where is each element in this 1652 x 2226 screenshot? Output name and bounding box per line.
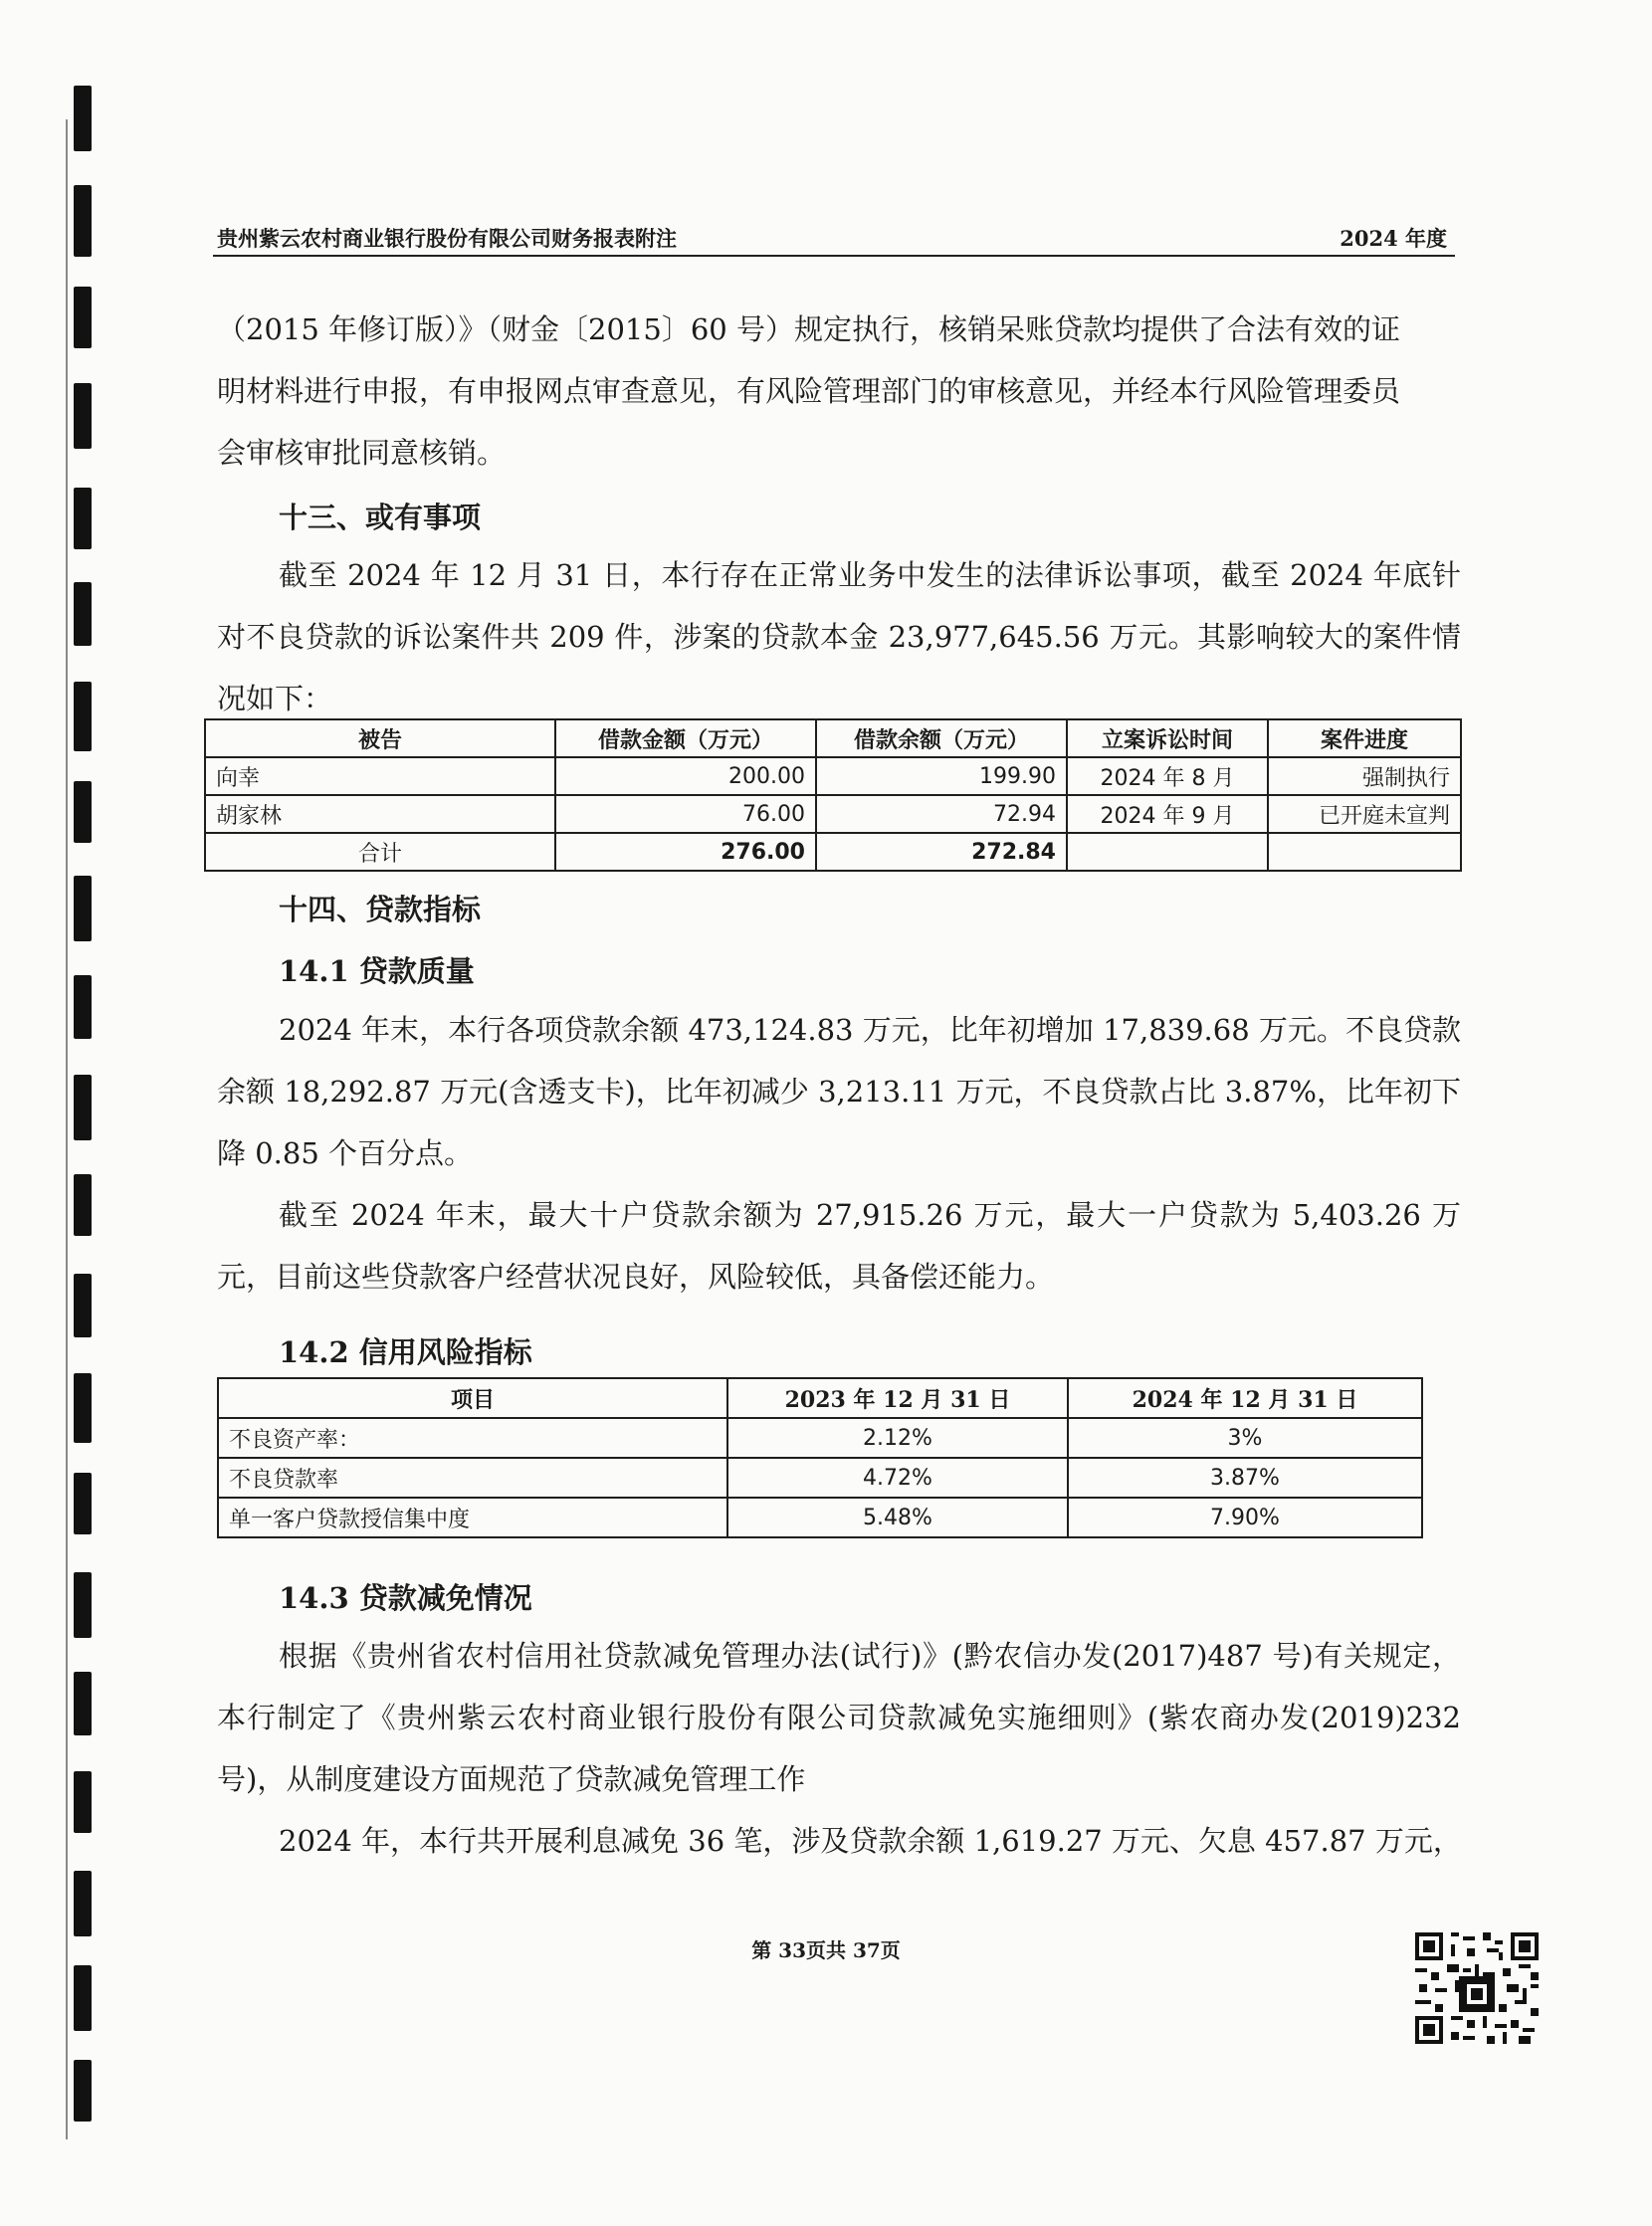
table-cell: 5.48% xyxy=(727,1498,1068,1537)
binding-mark xyxy=(74,1871,92,1936)
binding-mark xyxy=(74,1174,92,1236)
section-heading-14: 十四、贷款指标 xyxy=(279,893,482,926)
column-header: 2023 年 12 月 31 日 xyxy=(727,1378,1068,1418)
binding-mark xyxy=(74,1075,92,1140)
table-row xyxy=(218,1458,1422,1498)
table-cell: 4.72% xyxy=(727,1458,1068,1498)
section-heading-13: 十三、或有事项 xyxy=(279,501,482,534)
binding-mark xyxy=(74,383,92,449)
header-year: 2024 年度 xyxy=(1340,226,1447,251)
binding-mark xyxy=(74,582,92,646)
loan-relief-stats-paragraph: 2024 年，本行共开展利息减免 36 笔，涉及贷款余额 1,619.27 万元、欠息 457.87 万元， xyxy=(279,1824,1462,1858)
contingency-paragraph: 截至 2024 年 12 月 31 日，本行存在正常业务中发生的法律诉讼事项，截至 2024 年底针对不良贷款的诉讼案件共 209 件，涉案的贷款本金 23,977,645.56 万元。其影响较大的案件情况如下： xyxy=(217,558,1461,715)
header-title: 贵州紫云农村商业银行股份有限公司财务报表附注 xyxy=(217,226,677,251)
table-row xyxy=(218,1418,1422,1458)
column-header: 立案诉讼时间 xyxy=(1067,719,1268,757)
table-cell: 胡家林 xyxy=(205,795,555,833)
table-total-row xyxy=(205,833,1461,871)
binding-mark xyxy=(74,2060,92,2122)
column-header: 2024 年 12 月 31 日 xyxy=(1068,1378,1422,1418)
table-cell: 199.90 xyxy=(816,757,1067,795)
scan-edge-line xyxy=(66,119,68,2139)
table-cell: 2.12% xyxy=(727,1418,1068,1458)
table-cell: 向幸 xyxy=(205,757,555,795)
table-cell: 72.94 xyxy=(816,795,1067,833)
page-number: 第 33页共 37页 xyxy=(751,1938,901,1962)
table-cell: 2024 年 9 月 xyxy=(1067,795,1268,833)
subsection-heading-14-1: 14.1 贷款质量 xyxy=(279,954,475,988)
binding-mark xyxy=(74,287,92,348)
binding-mark xyxy=(74,1373,92,1443)
table-cell: 已开庭未宣判 xyxy=(1268,795,1461,833)
table-cell: 不良贷款率 xyxy=(218,1458,727,1498)
credit-risk-table xyxy=(217,1377,1423,1538)
binding-mark xyxy=(74,1672,92,1735)
binding-mark xyxy=(74,1274,92,1337)
table-header-row xyxy=(205,719,1461,757)
table-cell: 3.87% xyxy=(1068,1458,1422,1498)
table-cell: 强制执行 xyxy=(1268,757,1461,795)
table-row xyxy=(205,795,1461,833)
litigation-cases-table xyxy=(204,718,1462,872)
table-cell xyxy=(1268,833,1461,871)
table-cell: 2024 年 8 月 xyxy=(1067,757,1268,795)
table-cell xyxy=(1067,833,1268,871)
binding-mark xyxy=(74,185,92,257)
paragraph-line: （2015 年修订版）》（财金〔2015〕60 号）规定执行，核销呆账贷款均提供了合法有效的证 xyxy=(217,312,1400,346)
column-header: 被告 xyxy=(205,719,555,757)
binding-mark xyxy=(74,682,92,751)
table-cell: 3% xyxy=(1068,1418,1422,1458)
table-cell: 合计 xyxy=(205,833,555,871)
binding-mark xyxy=(74,876,92,941)
binding-mark xyxy=(74,488,92,549)
table-cell: 200.00 xyxy=(555,757,816,795)
table-cell: 276.00 xyxy=(555,833,816,871)
qr-code-icon xyxy=(1411,1928,1543,2048)
table-cell: 不良资产率： xyxy=(218,1418,727,1458)
binding-mark xyxy=(74,1965,92,2031)
column-header: 案件进度 xyxy=(1268,719,1461,757)
column-header: 借款金额（万元） xyxy=(555,719,816,757)
loan-relief-policy-paragraph: 根据《贵州省农村信用社贷款减免管理办法(试行)》(黔农信办发(2017)487 号)有关规定，本行制定了《贵州紫云农村商业银行股份有限公司贷款减免实施细则》(紫农商办发(2019)232号)，从制度建设方面规范了贷款减免管理工作 xyxy=(217,1639,1461,1796)
subsection-heading-14-3: 14.3 贷款减免情况 xyxy=(279,1581,532,1615)
binding-mark xyxy=(74,86,92,151)
binding-mark xyxy=(74,1771,92,1833)
binding-mark xyxy=(74,1572,92,1638)
paragraph-line: 会审核审批同意核销。 xyxy=(217,436,507,470)
column-header: 借款余额（万元） xyxy=(816,719,1067,757)
top-borrowers-paragraph: 截至 2024 年末，最大十户贷款余额为 27,915.26 万元，最大一户贷款为 5,403.26 万元，目前这些贷款客户经营状况良好，风险较低，具备偿还能力。 xyxy=(217,1198,1461,1294)
page-header xyxy=(213,221,1455,257)
binding-mark xyxy=(74,1473,92,1534)
table-cell: 单一客户贷款授信集中度 xyxy=(218,1498,727,1537)
table-row xyxy=(218,1498,1422,1537)
table-cell: 272.84 xyxy=(816,833,1067,871)
table-cell: 7.90% xyxy=(1068,1498,1422,1537)
binding-mark xyxy=(74,975,92,1039)
binding-mark xyxy=(74,781,92,843)
table-row xyxy=(205,757,1461,795)
table-cell: 76.00 xyxy=(555,795,816,833)
column-header: 项目 xyxy=(218,1378,727,1418)
paragraph-line: 明材料进行申报，有申报网点审查意见，有风险管理部门的审核意见，并经本行风险管理委员 xyxy=(217,374,1401,408)
table-header-row xyxy=(218,1378,1422,1418)
subsection-heading-14-2: 14.2 信用风险指标 xyxy=(279,1335,532,1369)
loan-quality-paragraph: 2024 年末，本行各项贷款余额 473,124.83 万元，比年初增加 17,839.68 万元。不良贷款余额 18,292.87 万元(含透支卡)，比年初减少 3,213.11 万元，不良贷款占比 3.87%，比年初下降 0.85 个百分点。 xyxy=(217,1013,1461,1170)
